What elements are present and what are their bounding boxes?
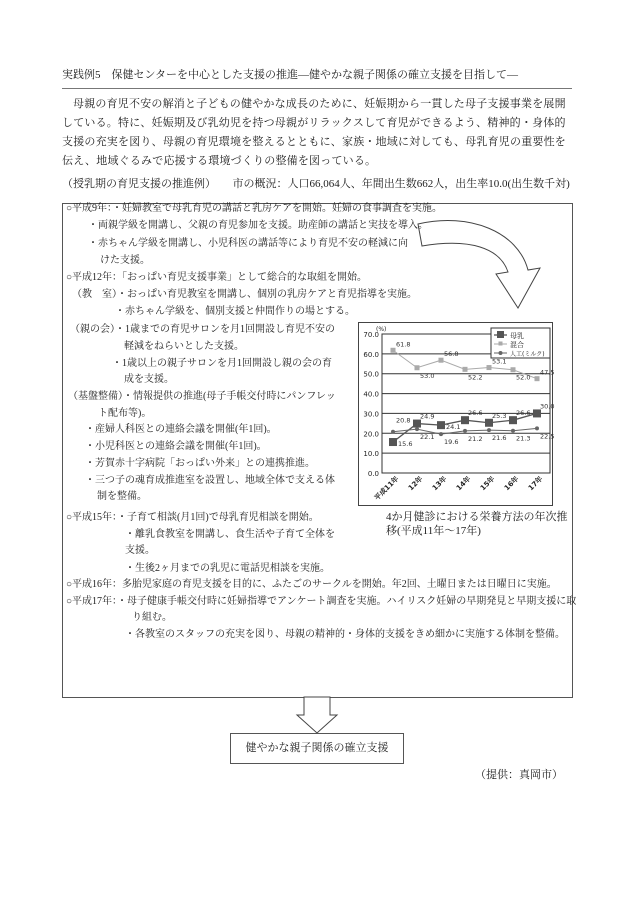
y-tick-label: 10.0: [363, 450, 379, 459]
data-label: 52.2: [468, 373, 483, 382]
timeline-line: ・産婦人科医との連絡会議を開催(年1回)。: [85, 424, 277, 435]
data-label: 22.5: [540, 432, 555, 441]
data-label: 21.2: [468, 434, 483, 443]
timeline-line: ・両親学級を開講し、父親の育児参加を支援。助産師の講話と実技を導入。: [88, 220, 428, 231]
data-label: 53.1: [492, 357, 507, 366]
data-point: [485, 419, 493, 427]
data-point: [463, 429, 467, 433]
data-point: [535, 376, 540, 381]
data-label: 19.6: [444, 438, 459, 447]
timeline-line: 成を支援。: [124, 374, 174, 385]
data-point: [437, 421, 445, 429]
legend-label: 混合: [510, 341, 524, 349]
data-point: [509, 416, 517, 424]
y-tick-label: 20.0: [363, 430, 379, 439]
data-label: 30.0: [540, 402, 555, 411]
data-point: [439, 358, 444, 363]
timeline-line: ・1歳以上の親子サロンを月1回開設し親の会の育: [112, 358, 332, 369]
y-tick-label: 0.0: [367, 470, 379, 478]
timeline-line: ・芳賀赤十字病院「おっぱい外来」との連携推進。: [85, 458, 315, 469]
chart-caption: 4か月健診における栄養方法の年次推: [386, 511, 568, 523]
x-tick-label: 17年: [526, 474, 545, 493]
data-point: [535, 426, 539, 430]
data-label: 20.8: [396, 416, 411, 425]
data-point: [461, 416, 469, 424]
data-label: 52.0: [516, 373, 531, 382]
timeline-line: ・赤ちゃん学級を開講し、小児科医の講話等により育児不安の軽減に向: [88, 238, 408, 249]
timeline-line: ○平成9年：・妊婦教室で母乳育児の講話と乳房ケアを開始。妊婦の食事調査を実施。: [66, 203, 443, 214]
data-point: [391, 430, 395, 434]
data-point: [463, 367, 468, 372]
data-label: 15.6: [398, 440, 413, 449]
x-tick-label: 13年: [430, 474, 449, 493]
data-label: 24.1: [446, 423, 461, 432]
timeline-line: けた支援。: [100, 255, 150, 266]
timeline-line: ○平成17年：・母子健康手帳交付時に妊婦指導でアンケート調査を実施。ハイリスク妊婦の早期発見と早期支援に取: [66, 596, 577, 607]
x-tick-label: 16年: [502, 474, 521, 493]
source-credit: （提供：真岡市）: [475, 769, 563, 781]
x-tick-label: 12年: [406, 474, 425, 493]
data-label: 53.0: [420, 371, 435, 380]
legend-marker: [499, 342, 503, 346]
down-arrow-icon: [296, 697, 338, 734]
timeline-line: 制を整備。: [97, 491, 147, 502]
legend-marker: [499, 351, 503, 355]
intro-paragraph: 母親の育児不安の解消と子どもの健やかな成長のために、妊娠期から一貫した母子支援事業を展開している。特に、妊娠期及び乳幼児を持つ母親がリラックスして育児ができるよう、精神的・身体的支援の充実を図り、母親の育児環境を整えるとともに、家族・地域に対しても、母乳育児の重要性を伝え、地域ぐるみで応援する環境づくりの整備を図っている。: [62, 98, 566, 167]
data-point: [415, 427, 419, 431]
timeline-line: ・三つ子の魂育成推進室を設置し、地域全体で支える体: [85, 475, 335, 486]
timeline-line: （基盤整備）・情報提供の推進(母子手帳交付時にパンフレッ: [68, 391, 336, 402]
x-tick-label: 15年: [478, 474, 497, 493]
data-point: [533, 409, 541, 417]
data-point: [511, 429, 515, 433]
timeline-line: ・各教室のスタッフの充実を図り、母親の精神的・身体的支援をきめ細かに実施する体制を整備。: [125, 629, 565, 640]
data-point: [413, 420, 421, 428]
timeline-line: （教 室）・おっぱい育児教室を開講し、個別の乳房ケアと育児指導を実施。: [72, 289, 417, 300]
result-box: 健やかな親子関係の確立支援: [230, 733, 404, 764]
timeline-line: ト配布等)。: [98, 408, 152, 419]
timeline-line: ・赤ちゃん学級を、個別支援と仲間作りの場とする。: [115, 306, 355, 317]
data-label: 22.1: [420, 433, 435, 442]
data-label: 25.3: [492, 411, 507, 420]
data-label: 26.6: [468, 409, 483, 418]
y-tick-label: 40.0: [363, 390, 379, 399]
data-point: [439, 432, 443, 436]
y-tick-label: 30.0: [363, 410, 379, 419]
timeline-line: り組む。: [132, 612, 172, 623]
legend-label: 人工(ミルク): [510, 351, 545, 358]
data-label: 26.6: [516, 409, 531, 418]
chart-frame: [358, 322, 553, 506]
timeline-line: ○平成16年：多胎児家庭の育児支援を目的に、ふたごのサークルを開始。年2回、土曜日または日曜日に実施。: [66, 579, 557, 590]
timeline-line: 軽減をねらいとした支援。: [124, 341, 244, 352]
data-point: [415, 365, 420, 370]
x-tick-label: 平成11年: [373, 474, 401, 503]
timeline-line: ・生後2ヶ月までの乳児に電話児相談を実施。: [125, 563, 330, 574]
timeline-line: （親の会）・1歳までの育児サロンを月1回開設し育児不安の: [70, 324, 335, 335]
data-label: 47.5: [540, 368, 555, 377]
y-tick-label: 70.0: [363, 331, 379, 339]
feeding-method-line-chart: [359, 323, 555, 505]
data-point: [487, 365, 492, 370]
timeline-line: ・離乳食教室を開講し、食生活や子育て全体を: [125, 529, 335, 540]
legend-marker: [497, 331, 504, 338]
data-point: [487, 428, 491, 432]
data-label: 61.8: [396, 340, 411, 349]
data-point: [389, 438, 397, 446]
subheading: （授乳期の育児支援の推進例） 市の概況：人口66,064人、年間出生数662人，出生率10.0(出生数千対): [62, 178, 570, 190]
y-tick-label: 50.0: [363, 370, 379, 379]
section-title: 実践例5 保健センターを中心とした支援の推進―健やかな親子関係の確立支援を目指して―: [62, 69, 519, 81]
data-label: 56.8: [444, 350, 459, 359]
timeline-line: ・小児科医との連絡会議を開催(年1回)。: [85, 441, 267, 452]
data-point: [511, 367, 516, 372]
title-divider: [62, 88, 572, 89]
data-point: [391, 348, 396, 353]
data-label: 21.3: [516, 434, 531, 443]
y-tick-label: 60.0: [363, 350, 379, 359]
timeline-line: ○平成12年：「おっぱい育児支援事業」として総合的な取組を開始。: [66, 272, 368, 283]
data-label: 21.6: [492, 434, 507, 443]
timeline-line: 支援。: [125, 545, 155, 556]
chart-caption: 移(平成11年～17年): [386, 525, 481, 537]
legend-label: 母乳: [510, 332, 524, 340]
data-label: 24.9: [420, 412, 435, 421]
timeline-line: ○平成15年：・子育て相談(月1回)で母乳育児相談を開始。: [66, 512, 319, 523]
y-axis-label: (%): [376, 326, 387, 333]
x-tick-label: 14年: [454, 474, 473, 493]
